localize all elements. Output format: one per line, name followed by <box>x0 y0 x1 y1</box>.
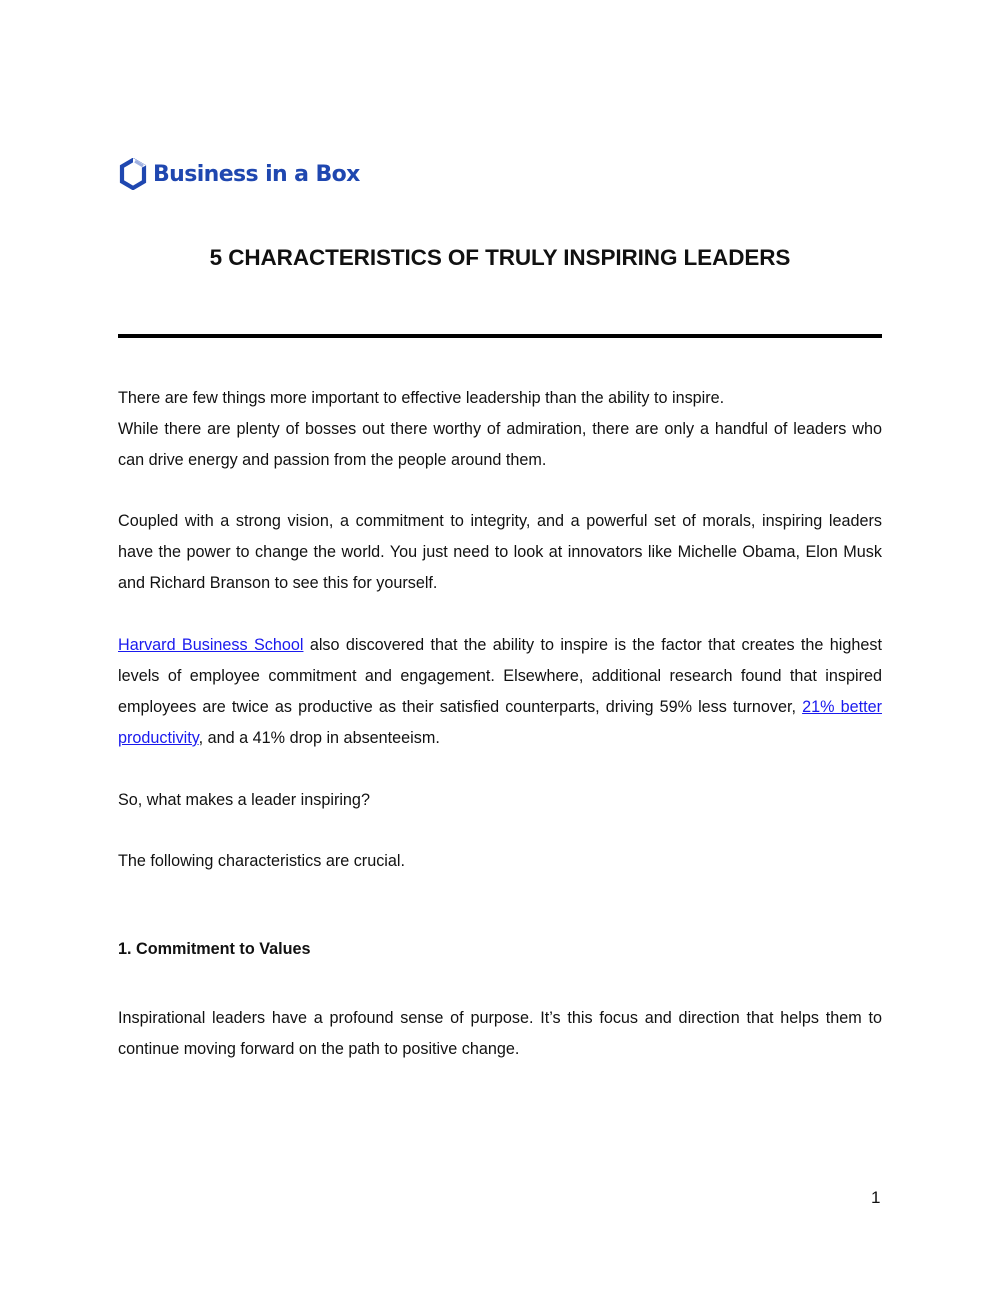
research-text-1: also discovered that the ability to inspire is the factor that creates the highest levels of employee commitment and engagement. Elsewhere, additional research found that inspired employees are twice as productive as their satisfied counterparts, driving 59% less turnover, <box>118 636 882 716</box>
research-text-2: , and a 41% drop in absenteeism. <box>198 729 440 747</box>
vision-paragraph: Coupled with a strong vision, a commitment to integrity, and a powerful set of morals, inspiring leaders have the power to change the world. You just need to look at innovators like Michelle Obama, Elon Musk and Richard Branson to see this for yourself. <box>118 512 882 592</box>
logo-text: Business in a Box <box>153 161 360 187</box>
productivity-link[interactable]: 21% better productivity <box>118 698 882 747</box>
logo <box>119 158 360 190</box>
document-title: 5 CHARACTERISTICS OF TRULY INSPIRING LEADERS <box>209 245 791 270</box>
intro-line: There are few things more important to effective leadership than the ability to inspire. <box>118 389 725 407</box>
research-paragraph <box>118 630 882 754</box>
section-heading-1: 1. Commitment to Values <box>118 940 311 958</box>
hexagon-logo-icon <box>119 158 147 190</box>
harvard-business-school-link[interactable]: Harvard Business School <box>118 636 304 654</box>
question-paragraph: So, what makes a leader inspiring? <box>118 791 370 809</box>
page-number: 1 <box>871 1188 881 1207</box>
characteristics-intro: The following characteristics are crucial. <box>118 852 405 870</box>
intro-paragraph: While there are plenty of bosses out there worthy of admiration, there are only a handful of leaders who can drive energy and passion from the people around them. <box>118 420 882 469</box>
title-divider <box>118 334 882 338</box>
values-paragraph: Inspirational leaders have a profound sense of purpose. It’s this focus and direction that helps them to continue moving forward on the path to positive change. <box>118 1009 882 1058</box>
